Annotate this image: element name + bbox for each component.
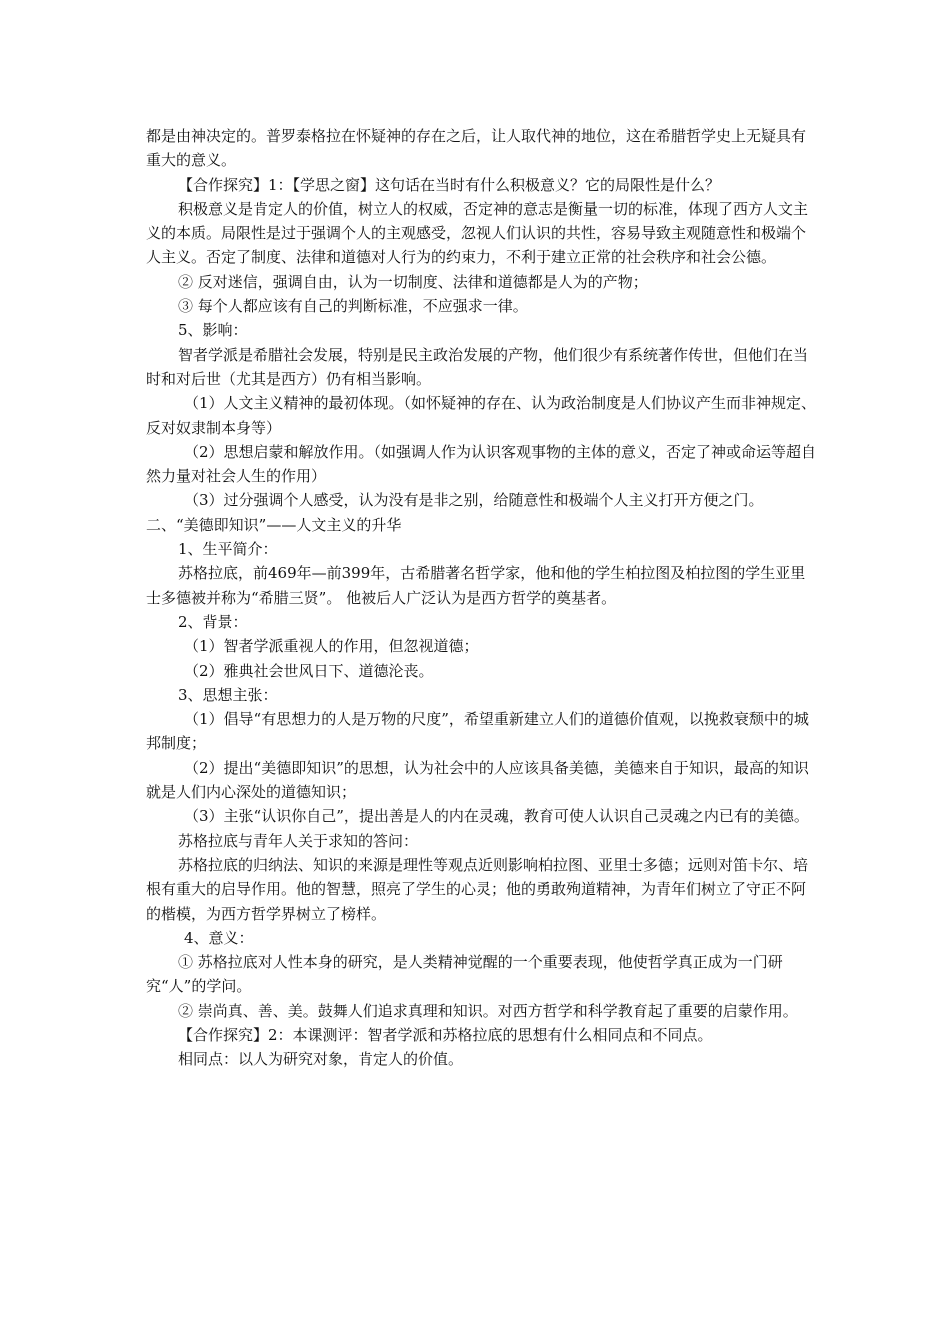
- paragraph: 苏格拉底，前469年—前399年，古希腊著名哲学家，他和他的学生柏拉图及柏拉图的学生亚里士多德被并称为“希腊三贤”。 他被后人广泛认为是西方哲学的奠基者。: [146, 564, 806, 607]
- paragraph: 相同点：以人为研究对象，肯定人的价值。: [178, 1050, 464, 1069]
- paragraph: 【合作探究】1：【学思之窗】这句话在当时有什么积极意义？它的局限性是什么？: [178, 175, 721, 194]
- paragraph: 【合作探究】2：本课测评：智者学派和苏格拉底的思想有什么相同点和不同点。: [178, 1025, 713, 1044]
- paragraph: ③ 每个人都应该有自己的判断标准，不应强求一律。: [178, 297, 528, 316]
- paragraph: （2）雅典社会世风日下、道德沦丧。: [184, 661, 434, 680]
- paragraph: 2、背景：: [178, 612, 248, 631]
- paragraph: （2）提出“美德即知识”的思想，认为社会中的人应该具备美德，美德来自于知识，最高的知识就是人们内心深处的道德知识；: [146, 758, 809, 802]
- paragraph: ① 苏格拉底对人性本身的研究，是人类精神觉醒的一个重要表现，他使哲学真正成为一门研究“人”的学问。: [146, 953, 783, 996]
- paragraph: 苏格拉底与青年人关于求知的答问：: [178, 831, 419, 850]
- paragraph: （3）主张“认识你自己”，提出善是人的内在灵魂，教育可使人认识自己灵魂之内已有的美德。: [184, 807, 809, 826]
- paragraph: （1）倡导“有思想力的人是万物的尺度”，希望重新建立人们的道德价值观，以挽救衰颓中的城邦制度；: [146, 710, 809, 753]
- paragraph: 都是由神决定的。普罗泰格拉在怀疑神的存在之后，让人取代神的地位，这在希腊哲学史上无疑具有重大的意义。: [146, 127, 807, 170]
- paragraph: （1）智者学派重视人的作用，但忽视道德；: [184, 637, 479, 656]
- paragraph: 4、意义：: [184, 928, 254, 947]
- paragraph: ② 崇尚真、善、美。鼓舞人们追求真理和知识。对西方哲学和科学教育起了重要的启蒙作用。: [178, 1001, 798, 1020]
- paragraph: 智者学派是希腊社会发展，特别是民主政治发展的产物，他们很少有系统著作传世，但他们在当时和对后世（尤其是西方）仍有相当影响。: [146, 345, 809, 388]
- paragraph: 1、生平简介：: [178, 540, 278, 559]
- paragraph: 3、思想主张：: [178, 685, 278, 704]
- paragraph: 苏格拉底的归纳法、知识的来源是理性等观点近则影响柏拉图、亚里士多德；远则对笛卡尔、培根有重大的启导作用。他的智慧，照亮了学生的心灵；他的勇敢殉道精神，为青年们树立了守正不阿的楷模，为西方哲学界树立了榜样。: [146, 855, 809, 923]
- paragraph: （3）过分强调个人感受，认为没有是非之别，给随意性和极端个人主义打开方便之门。: [184, 491, 764, 510]
- paragraph: 5、影响：: [178, 321, 248, 340]
- paragraph: 积极意义是肯定人的价值，树立人的权威，否定神的意志是衡量一切的标准，体现了西方人文主义的本质。局限性是过于强调个人的主观感受，忽视人们认识的共性，容易导致主观随意性和极端个人主义。否定了制度、法律和道德对人行为的约束力，不利于建立正常的社会秩序和社会公德。: [146, 199, 809, 267]
- section-heading: 二、“美德即知识”——人文主义的升华: [146, 515, 402, 534]
- document-body: [146, 124, 818, 1072]
- paragraph: ② 反对迷信，强调自由，认为一切制度、法律和道德都是人为的产物；: [178, 272, 648, 291]
- paragraph: （2）思想启蒙和解放作用。（如强调人作为认识客观事物的主体的意义，否定了神或命运等超自然力量对社会人生的作用）: [146, 442, 817, 486]
- paragraph: （1）人文主义精神的最初体现。（如怀疑神的存在、认为政治制度是人们协议产生而非神规定、反对奴隶制本身等）: [146, 394, 817, 437]
